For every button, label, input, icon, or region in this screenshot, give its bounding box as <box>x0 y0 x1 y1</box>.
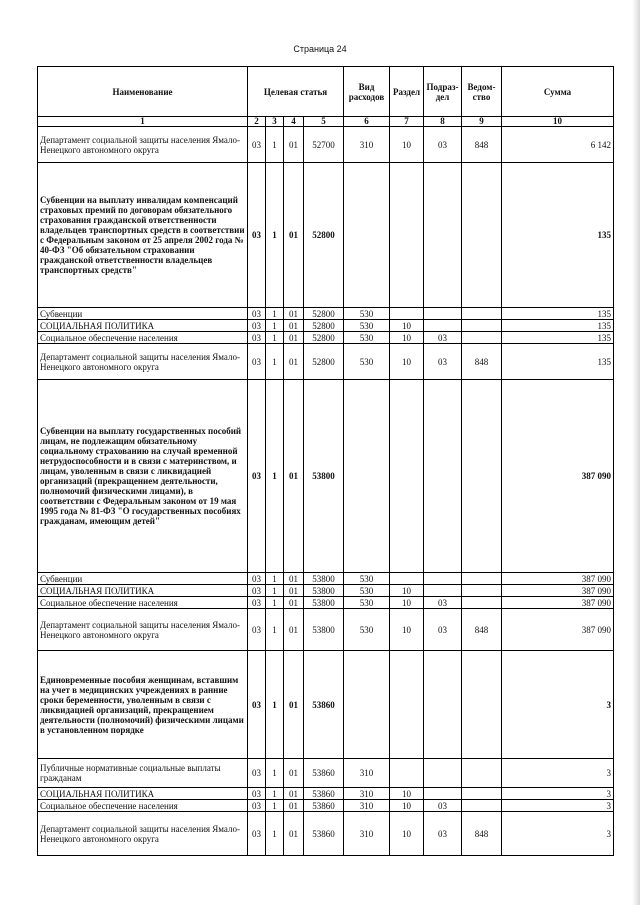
row-target-code: 53800 <box>304 609 344 651</box>
row-target-code: 53860 <box>304 788 344 800</box>
row-amount: 387 090 <box>502 597 614 609</box>
row-code-subprogram: 1 <box>266 759 284 788</box>
row-target-code: 53860 <box>304 812 344 856</box>
row-expense-type: 310 <box>344 127 390 163</box>
row-section <box>390 163 424 308</box>
row-department <box>462 380 502 573</box>
column-number: 2 <box>248 117 266 127</box>
row-subsection: 03 <box>424 800 462 812</box>
row-code-subprogram: 1 <box>266 609 284 651</box>
row-code-program: 03 <box>248 344 266 380</box>
row-name: Департамент социальной защиты населения Ямало-Ненецкого автономного округа <box>38 344 248 380</box>
row-department <box>462 573 502 585</box>
row-expense-type <box>344 651 390 759</box>
row-code-program: 03 <box>248 759 266 788</box>
row-code-item: 01 <box>284 380 304 573</box>
row-target-code: 53800 <box>304 380 344 573</box>
header-amount: Сумма <box>502 67 614 117</box>
row-name: Социальное обеспечение населения <box>38 597 248 609</box>
column-number: 1 <box>38 117 248 127</box>
row-code-item: 01 <box>284 812 304 856</box>
row-section: 10 <box>390 344 424 380</box>
column-number: 5 <box>304 117 344 127</box>
row-subsection <box>424 573 462 585</box>
row-section: 10 <box>390 332 424 344</box>
row-code-item: 01 <box>284 788 304 800</box>
row-code-program: 03 <box>248 800 266 812</box>
row-code-subprogram: 1 <box>266 573 284 585</box>
row-department <box>462 332 502 344</box>
row-expense-type <box>344 163 390 308</box>
row-subsection <box>424 308 462 320</box>
row-expense-type: 310 <box>344 800 390 812</box>
row-subsection <box>424 380 462 573</box>
row-code-subprogram: 1 <box>266 163 284 308</box>
column-number-row <box>38 117 614 127</box>
row-code-program: 03 <box>248 380 266 573</box>
page-number-label: Страница 24 <box>293 44 347 54</box>
column-number: 4 <box>284 117 304 127</box>
column-number: 6 <box>344 117 390 127</box>
row-amount: 387 090 <box>502 380 614 573</box>
table-row <box>38 585 614 597</box>
row-code-subprogram: 1 <box>266 320 284 332</box>
row-department <box>462 597 502 609</box>
table-row <box>38 573 614 585</box>
row-target-code: 52800 <box>304 320 344 332</box>
row-section: 10 <box>390 585 424 597</box>
row-target-code: 52700 <box>304 127 344 163</box>
row-target-code: 53860 <box>304 800 344 812</box>
row-department <box>462 788 502 800</box>
row-department: 848 <box>462 344 502 380</box>
row-code-subprogram: 1 <box>266 812 284 856</box>
row-code-item: 01 <box>284 344 304 380</box>
row-amount: 3 <box>502 788 614 800</box>
row-code-item: 01 <box>284 800 304 812</box>
row-amount: 387 090 <box>502 585 614 597</box>
row-code-item: 01 <box>284 759 304 788</box>
row-department <box>462 585 502 597</box>
row-expense-type <box>344 380 390 573</box>
row-amount: 3 <box>502 759 614 788</box>
row-department <box>462 308 502 320</box>
row-section: 10 <box>390 609 424 651</box>
table-row <box>38 163 614 308</box>
table-row <box>38 320 614 332</box>
row-code-program: 03 <box>248 651 266 759</box>
row-code-subprogram: 1 <box>266 380 284 573</box>
row-department <box>462 163 502 308</box>
row-code-program: 03 <box>248 788 266 800</box>
column-number: 10 <box>502 117 614 127</box>
row-amount: 135 <box>502 308 614 320</box>
row-target-code: 53800 <box>304 573 344 585</box>
row-expense-type: 530 <box>344 597 390 609</box>
column-number: 8 <box>424 117 462 127</box>
row-code-program: 03 <box>248 609 266 651</box>
row-amount: 135 <box>502 320 614 332</box>
row-amount: 6 142 <box>502 127 614 163</box>
row-amount: 387 090 <box>502 573 614 585</box>
row-subsection: 03 <box>424 127 462 163</box>
row-department: 848 <box>462 609 502 651</box>
row-amount: 135 <box>502 344 614 380</box>
table-row <box>38 800 614 812</box>
row-code-program: 03 <box>248 308 266 320</box>
table-row <box>38 759 614 788</box>
row-amount: 3 <box>502 800 614 812</box>
row-target-code: 52800 <box>304 163 344 308</box>
row-amount: 3 <box>502 651 614 759</box>
table-row <box>38 308 614 320</box>
row-code-item: 01 <box>284 585 304 597</box>
row-expense-type: 530 <box>344 308 390 320</box>
row-expense-type: 310 <box>344 812 390 856</box>
row-target-code: 53860 <box>304 651 344 759</box>
row-code-subprogram: 1 <box>266 788 284 800</box>
row-section <box>390 759 424 788</box>
row-subsection: 03 <box>424 812 462 856</box>
row-target-code: 53800 <box>304 597 344 609</box>
row-name: Департамент социальной защиты населения Ямало-Ненецкого автономного округа <box>38 812 248 856</box>
row-code-program: 03 <box>248 127 266 163</box>
header-expense-type: Вид расходов <box>344 67 390 117</box>
row-name: Субвенции <box>38 308 248 320</box>
row-amount: 387 090 <box>502 609 614 651</box>
header-subsection: Подраз-дел <box>424 67 462 117</box>
row-code-item: 01 <box>284 127 304 163</box>
row-code-subprogram: 1 <box>266 332 284 344</box>
row-department: 848 <box>462 812 502 856</box>
row-name: Социальное обеспечение населения <box>38 800 248 812</box>
scan-edge <box>632 0 640 905</box>
row-target-code: 53860 <box>304 759 344 788</box>
row-subsection <box>424 651 462 759</box>
row-department: 848 <box>462 127 502 163</box>
row-expense-type: 530 <box>344 320 390 332</box>
row-name: Субвенции на выплату государственных пособий лицам, не подлежащим обязательному социальному страхованию на случай временной нетрудоспособности и в связи с материнством, и лицам, уволенным в связи с ликвидацией организаций (прекращением деятельности, полномочий физическими лицами), в соответствии с Федеральным законом от 19 мая 1995 года № 81-ФЗ "О государственных пособиях гражданам, имеющим детей" <box>38 380 248 573</box>
row-amount: 3 <box>502 812 614 856</box>
row-code-program: 03 <box>248 332 266 344</box>
table-row <box>38 127 614 163</box>
column-number: 9 <box>462 117 502 127</box>
row-name: Социальное обеспечение населения <box>38 332 248 344</box>
header-name: Наименование <box>38 67 248 117</box>
row-department <box>462 651 502 759</box>
row-code-program: 03 <box>248 585 266 597</box>
row-code-item: 01 <box>284 651 304 759</box>
table-row <box>38 609 614 651</box>
row-name: СОЦИАЛЬНАЯ ПОЛИТИКА <box>38 320 248 332</box>
header-target-article: Целевая статья <box>248 67 344 117</box>
row-amount: 135 <box>502 163 614 308</box>
row-code-subprogram: 1 <box>266 585 284 597</box>
row-name: Субвенции на выплату инвалидам компенсаций страховых премий по договорам обязательного страхования гражданской ответственности владельцев транспортных средств в соответствии с Федеральным законом от 25 апреля 2002 года № 40-ФЗ "Об обязательном страховании гражданской ответственности владельцев транспортных средств" <box>38 163 248 308</box>
header-section: Раздел <box>390 67 424 117</box>
table-row <box>38 788 614 800</box>
row-subsection: 03 <box>424 609 462 651</box>
row-name: Департамент социальной защиты населения Ямало-Ненецкого автономного округа <box>38 609 248 651</box>
row-code-program: 03 <box>248 597 266 609</box>
row-section: 10 <box>390 800 424 812</box>
row-amount: 135 <box>502 332 614 344</box>
row-expense-type: 310 <box>344 788 390 800</box>
row-subsection: 03 <box>424 597 462 609</box>
row-expense-type: 530 <box>344 332 390 344</box>
row-section: 10 <box>390 127 424 163</box>
row-code-item: 01 <box>284 308 304 320</box>
header-department: Ведом-ство <box>462 67 502 117</box>
row-section <box>390 573 424 585</box>
table-row <box>38 597 614 609</box>
row-code-subprogram: 1 <box>266 127 284 163</box>
row-subsection: 03 <box>424 344 462 380</box>
row-name: Единовременные пособия женщинам, вставшим на учет в медицинских учреждениях в ранние сроки беременности, уволенным в связи с ликвидацией организаций, прекращением деятельности (полномочий) физическими лицами в установленном порядке <box>38 651 248 759</box>
row-code-subprogram: 1 <box>266 597 284 609</box>
row-code-program: 03 <box>248 573 266 585</box>
row-department <box>462 800 502 812</box>
table-row <box>38 651 614 759</box>
row-name: Субвенции <box>38 573 248 585</box>
row-code-item: 01 <box>284 573 304 585</box>
row-subsection <box>424 320 462 332</box>
row-code-subprogram: 1 <box>266 651 284 759</box>
header-row <box>38 67 614 117</box>
row-section <box>390 380 424 573</box>
row-expense-type: 530 <box>344 585 390 597</box>
row-code-subprogram: 1 <box>266 344 284 380</box>
row-code-item: 01 <box>284 332 304 344</box>
table-row <box>38 332 614 344</box>
row-subsection <box>424 585 462 597</box>
row-target-code: 53800 <box>304 585 344 597</box>
row-code-subprogram: 1 <box>266 308 284 320</box>
row-section: 10 <box>390 788 424 800</box>
row-department <box>462 320 502 332</box>
row-name: Департамент социальной защиты населения Ямало-Ненецкого автономного округа <box>38 127 248 163</box>
row-department <box>462 759 502 788</box>
row-code-item: 01 <box>284 597 304 609</box>
row-target-code: 52800 <box>304 332 344 344</box>
row-code-subprogram: 1 <box>266 800 284 812</box>
row-expense-type: 310 <box>344 759 390 788</box>
row-code-program: 03 <box>248 812 266 856</box>
table-row <box>38 812 614 856</box>
row-name: СОЦИАЛЬНАЯ ПОЛИТИКА <box>38 788 248 800</box>
row-subsection <box>424 163 462 308</box>
row-target-code: 52800 <box>304 344 344 380</box>
row-code-item: 01 <box>284 163 304 308</box>
row-code-program: 03 <box>248 320 266 332</box>
table-row <box>38 344 614 380</box>
budget-table <box>37 66 614 856</box>
row-target-code: 52800 <box>304 308 344 320</box>
column-number: 7 <box>390 117 424 127</box>
row-code-item: 01 <box>284 320 304 332</box>
row-code-program: 03 <box>248 163 266 308</box>
row-code-item: 01 <box>284 609 304 651</box>
row-subsection: 03 <box>424 332 462 344</box>
row-section <box>390 651 424 759</box>
row-subsection <box>424 788 462 800</box>
column-number: 3 <box>266 117 284 127</box>
row-section: 10 <box>390 597 424 609</box>
row-expense-type: 530 <box>344 573 390 585</box>
row-name: Публичные нормативные социальные выплаты гражданам <box>38 759 248 788</box>
row-section: 10 <box>390 812 424 856</box>
row-section <box>390 308 424 320</box>
row-subsection <box>424 759 462 788</box>
row-expense-type: 530 <box>344 609 390 651</box>
row-section: 10 <box>390 320 424 332</box>
table-row <box>38 380 614 573</box>
row-expense-type: 530 <box>344 344 390 380</box>
row-name: СОЦИАЛЬНАЯ ПОЛИТИКА <box>38 585 248 597</box>
